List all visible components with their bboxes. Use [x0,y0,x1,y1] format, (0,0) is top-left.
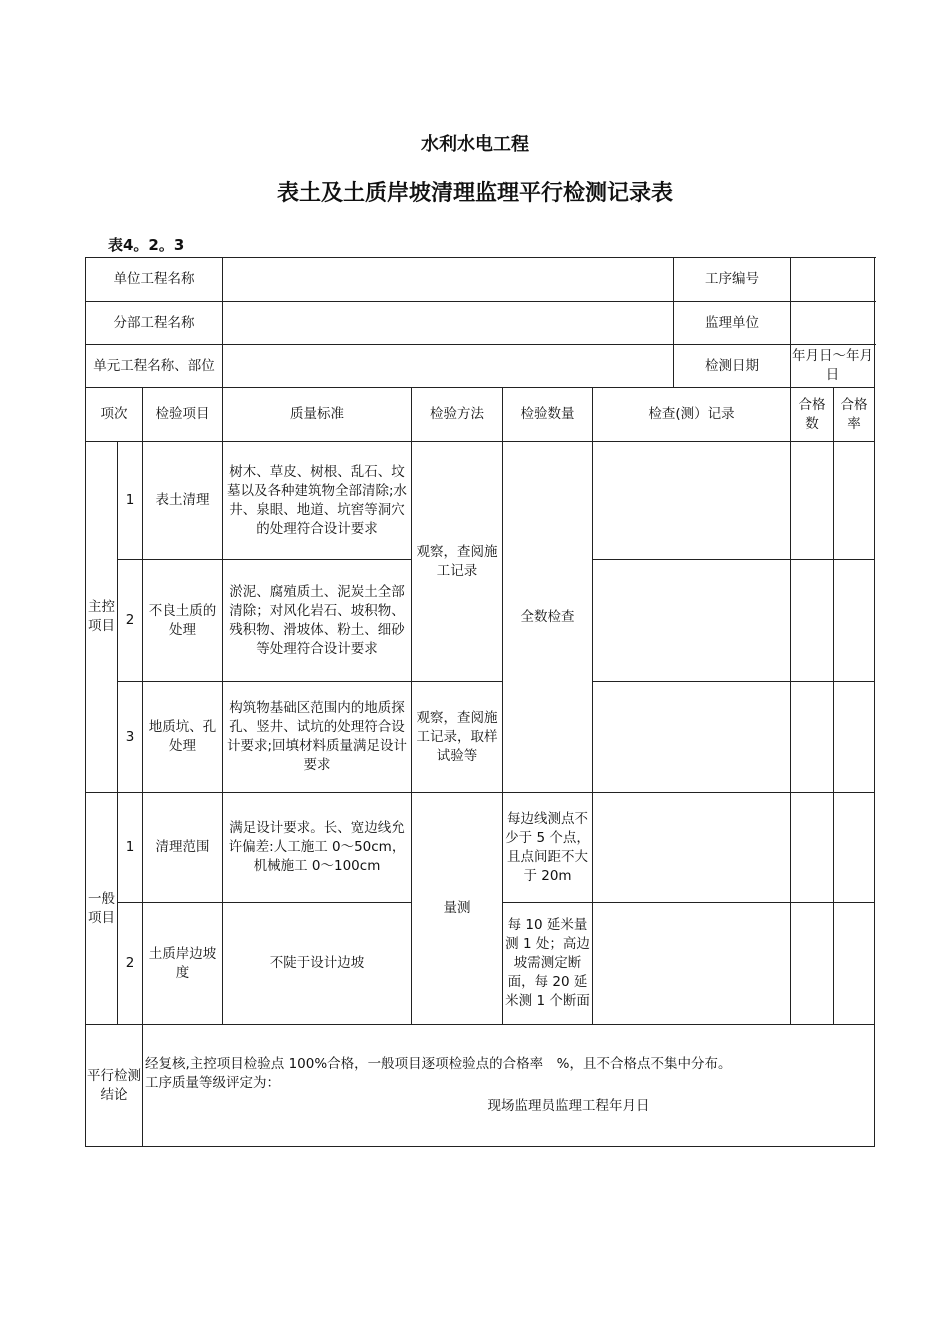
col-qualified-count: 合格数 [791,388,834,442]
main-item-row-3 [86,682,875,793]
conclusion-label: 平行检测结论 [86,1025,143,1147]
main-item-name: 表土清理 [143,442,223,560]
col-quantity: 检验数量 [503,388,593,442]
table-number: 表4。2。3 [108,236,185,254]
info-row-element [86,345,875,388]
conclusion-line-1: 经复核,主控项目检验点 100%合格，一般项目逐项检验点的合格率 %，且不合格点不集中分布。 [145,1056,732,1072]
main-rate-2[interactable] [834,560,875,682]
col-method: 检验方法 [412,388,503,442]
general-quantity: 每 10 延米量测 1 处；高边坡需测定断面，每 20 延米测 1 个断面 [503,903,593,1025]
unit-project-label: 单位工程名称 [86,258,223,302]
document-category: 水利水电工程 [421,134,529,155]
supervisor-unit-label: 监理单位 [674,302,791,345]
general-record-2[interactable] [593,903,791,1025]
main-count-1[interactable] [791,442,834,560]
process-no-value[interactable] [791,258,875,302]
main-record-2[interactable] [593,560,791,682]
main-item-no: 2 [118,560,143,682]
general-record-1[interactable] [593,793,791,903]
col-record: 检查(测）记录 [593,388,791,442]
general-item-name: 清理范围 [143,793,223,903]
main-group-label: 主控项目 [86,442,118,793]
general-item-no: 2 [118,903,143,1025]
general-group-label: 一般项目 [86,793,118,1025]
conclusion-signature: 现场监理员监理工程年月日 [487,1098,650,1114]
main-rate-3[interactable] [834,682,875,793]
col-item-no: 项次 [86,388,143,442]
general-item-row-1 [86,793,875,903]
element-project-value[interactable] [223,345,674,388]
general-item-standard: 满足设计要求。长、宽边线允许偏差:人工施工 0～50cm，机械施工 0～100cm [223,793,412,903]
general-item-name: 土质岸边坡度 [143,903,223,1025]
general-item-no: 1 [118,793,143,903]
inspection-record-table [85,257,875,1147]
main-item-standard: 树木、草皮、树根、乱石、坟墓以及各种建筑物全部清除;水井、泉眼、地道、坑窖等洞穴的处理符合设计要求 [223,442,412,560]
general-count-1[interactable] [791,793,834,903]
general-rate-1[interactable] [834,793,875,903]
sub-project-label: 分部工程名称 [86,302,223,345]
main-item-name: 不良土质的处理 [143,560,223,682]
document-title: 表土及土质岸坡清理监理平行检测记录表 [276,181,673,206]
process-no-label: 工序编号 [674,258,791,302]
conclusion-row [86,1025,875,1147]
main-item-standard: 淤泥、腐殖质土、泥炭土全部清除；对风化岩石、坡积物、残积物、滑坡体、粉土、细砂等处理符合设计要求 [223,560,412,682]
main-item-standard: 构筑物基础区范围内的地质探孔、竖井、试坑的处理符合设计要求;回填材料质量满足设计要求 [223,682,412,793]
element-project-label: 单元工程名称、部位 [86,345,223,388]
supervisor-unit-value[interactable] [791,302,875,345]
general-quantity: 每边线测点不少于 5 个点，且点间距不大于 20m [503,793,593,903]
col-quality-standard: 质量标准 [223,388,412,442]
main-count-3[interactable] [791,682,834,793]
col-qualified-rate: 合格率 [834,388,875,442]
main-method-3: 观察，查阅施工记录，取样试验等 [412,682,503,793]
main-record-1[interactable] [593,442,791,560]
column-header-row [86,388,875,442]
info-row-sub [86,302,875,345]
col-inspect-item: 检验项目 [143,388,223,442]
main-quantity: 全数检查 [503,442,593,793]
unit-project-value[interactable] [223,258,674,302]
test-date-label: 检测日期 [674,345,791,388]
main-item-name: 地质坑、孔处理 [143,682,223,793]
main-record-3[interactable] [593,682,791,793]
conclusion-content[interactable] [143,1025,875,1147]
general-method: 量测 [412,793,503,1025]
general-rate-2[interactable] [834,903,875,1025]
main-rate-1[interactable] [834,442,875,560]
info-row-unit [86,258,875,302]
test-date-value[interactable]: 年月日～年月日 [791,345,875,388]
main-count-2[interactable] [791,560,834,682]
main-item-no: 1 [118,442,143,560]
main-method-1-2: 观察，查阅施工记录 [412,442,503,682]
general-item-standard: 不陡于设计边坡 [223,903,412,1025]
conclusion-line-2: 工序质量等级评定为： [145,1075,280,1091]
general-count-2[interactable] [791,903,834,1025]
sub-project-value[interactable] [223,302,674,345]
main-item-row-1 [86,442,875,560]
main-item-no: 3 [118,682,143,793]
